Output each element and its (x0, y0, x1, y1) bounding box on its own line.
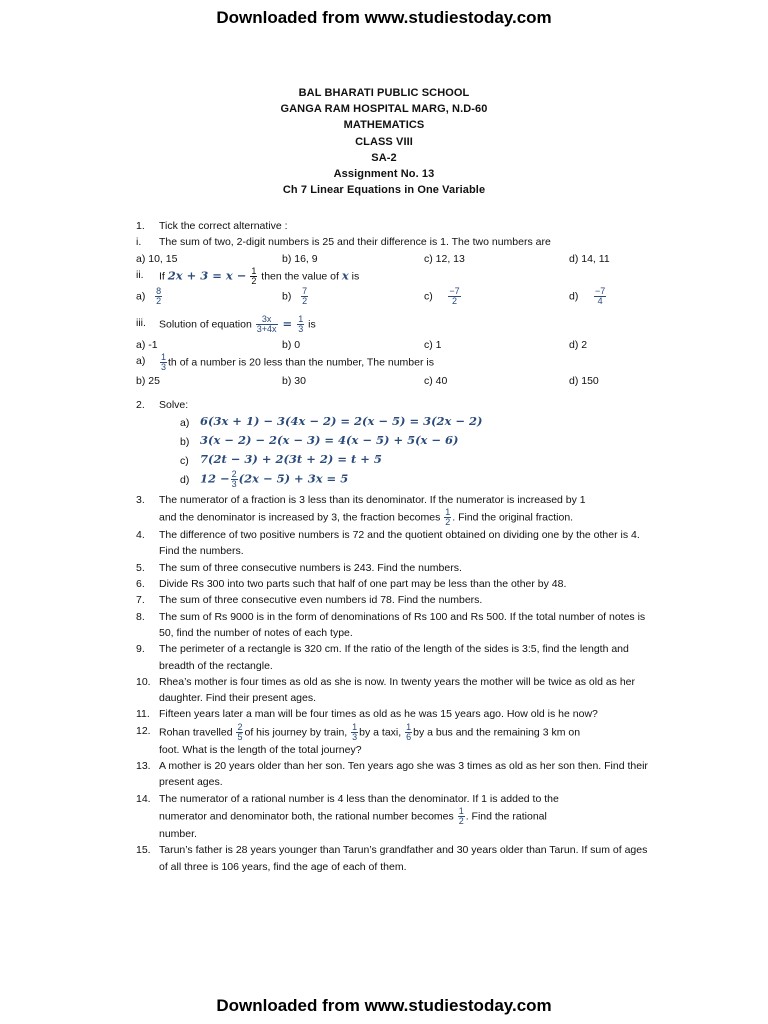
option-d: d) 14, 11 (569, 252, 610, 265)
question-1-iv: a) $\frac{1}{3}$ th of a number is 20 less than the number, The number is (136, 351, 434, 372)
question-8 (136, 609, 656, 642)
fraction: $\frac{1}{2}$ (458, 805, 464, 826)
term: SA-2 (371, 151, 397, 164)
sub-number: i. (136, 236, 142, 249)
class-name: CLASS VIII (355, 135, 413, 148)
question-14: 14. The numerator of a rational number is 4 less than the denominator. If 1 is added to the numerator and denominator both, the rational number becomes $\frac{1}{2}$ . Find the rational number. (136, 792, 559, 840)
assignment-number: Assignment No. 13 (333, 168, 435, 181)
option-b: b) 30 (282, 374, 306, 387)
document-header (0, 85, 768, 198)
download-banner-bottom: Downloaded from www.studiestoday.com (216, 996, 552, 1015)
solve-item-c: c) 7(2t − 3) + 2(3t + 2) = t + 5 (180, 451, 382, 467)
question-6 (136, 576, 656, 592)
sub-text: The sum of two, 2-digit numbers is 25 and their difference is 1. The two numbers are (159, 236, 551, 249)
equation: 6(3x + 1) − 3(4x − 2) = 2(x − 5) = 3(2x − 2) (200, 413, 483, 428)
question-number: 12. (136, 724, 151, 737)
option-d: d) 2 (569, 338, 588, 351)
question-12: 12. Rohan travelled $\frac{2}{5}$ of his journey by train, $\frac{1}{3}$ by a taxi, $\frac{1}{6}$ by a bus and the remaining 3 km on foot. What is the length of the total journey? (136, 721, 581, 756)
question-number: 3. (136, 493, 145, 506)
question-1-ii: ii. If 2x + 3 = x − $\frac{1}{2}$ then the value of x is (136, 265, 360, 286)
fraction: $\frac{1}{2}$ (445, 507, 451, 528)
question-text: The difference of two positive numbers is 72 and the quotient obtained on dividing one by the other is 4. Find the numbers. (159, 529, 640, 558)
question-number: 5. (136, 561, 145, 574)
question-7 (136, 592, 656, 608)
option-c: c) 1 (424, 338, 442, 351)
question-1 (136, 218, 656, 234)
options-1-ii (136, 287, 656, 315)
fraction: $\frac{1}{2}$ (251, 265, 257, 286)
option-a: a) 10, 15 (136, 252, 178, 265)
question-number: 2. (136, 398, 145, 411)
equation: 7(2t − 3) + 2(3t + 2) = t + 5 (200, 451, 382, 466)
options-1-iv (136, 373, 656, 389)
fraction: $\frac{2}{5}$ (237, 721, 243, 742)
question-9 (136, 641, 656, 674)
question-11 (136, 706, 656, 722)
option-c: c) 12, 13 (424, 252, 465, 265)
option-a: a) -1 (136, 338, 158, 351)
option-b: b) 16, 9 (282, 252, 318, 265)
question-3: 3. The numerator of a fraction is 3 less than its denominator. If the numerator is increased by 1 and the denominator is increased by 3, the fraction becomes $\frac{1}{2}$ . Find the original fraction. (136, 493, 586, 528)
question-number: 1. (136, 220, 145, 232)
question-number: 4. (136, 529, 145, 542)
option-d: d) 150 (569, 374, 599, 387)
school-name: BAL BHARATI PUBLIC SCHOOL (298, 87, 470, 99)
download-banner-top: Downloaded from www.studiestoday.com (216, 8, 552, 27)
fraction: $\frac{1}{3}$ (161, 351, 167, 372)
question-number: 10. (136, 675, 151, 688)
option-b: b) 0 (282, 338, 301, 351)
solve-item-a: a) 6(3x + 1) − 3(4x − 2) = 2(x − 5) = 3(2x − 2) (180, 413, 483, 429)
question-text: The perimeter of a rectangle is 320 cm. If the ratio of the length of the sides is 3:5, find the length and breadth of the rectangle. (159, 643, 629, 672)
question-text: The sum of three consecutive numbers is 243. Find the numbers. (159, 561, 462, 574)
sub-number: ii. (136, 268, 144, 281)
solve-item-d: d) 12 − $\frac{2}{3}$ (2x − 5) + 3x = 5 (180, 468, 349, 489)
option-a: a) $\frac{8}{2}$ (136, 285, 162, 306)
question-text: Fifteen years later a man will be four times as old as he was 15 years ago. How old is he now? (159, 708, 598, 721)
question-text: A mother is 20 years older than her son. Ten years ago she was 3 times as old as her son then. Find their present ages. (159, 760, 648, 789)
subject: MATHEMATICS (343, 119, 425, 132)
fraction: $\frac{1}{3}$ (352, 721, 358, 742)
option-c: c) 40 (424, 374, 448, 387)
option-d: d) $\frac{-7}{4}$ (569, 285, 606, 306)
question-number: 6. (136, 578, 145, 591)
question-text: Solve: (159, 398, 189, 411)
question-2 (136, 397, 656, 413)
question-10 (136, 674, 656, 707)
fraction: $\frac{1}{6}$ (406, 721, 412, 742)
fraction: $\frac{1}{3}$ (298, 313, 304, 334)
question-text: Tick the correct alternative : (159, 220, 288, 232)
question-list (136, 218, 656, 875)
question-number: 7. (136, 594, 145, 607)
option-a: b) 25 (136, 374, 160, 387)
variable: x (341, 267, 349, 282)
equation: 2x + 3 = x − (167, 267, 247, 282)
question-number: 8. (136, 610, 145, 623)
options-1-iii (136, 337, 656, 353)
option-b: b) $\frac{7}{2}$ (282, 285, 308, 306)
question-text: The sum of three consecutive even numbers id 78. Find the numbers. (159, 594, 483, 607)
question-1-iii: iii. Solution of equation $\frac{3x}{3+4x}$ = $\frac{1}{3}$ is (136, 313, 316, 334)
question-number: 14. (136, 792, 151, 805)
question-number: 9. (136, 643, 145, 656)
question-text: The sum of Rs 9000 is in the form of denominations of Rs 100 and Rs 500. If the total number of notes is 50, find the number of notes of each type. (159, 610, 646, 639)
question-15 (136, 842, 656, 875)
sub-number: iii. (136, 316, 146, 329)
question-1-i (136, 234, 656, 250)
question-number: 15. (136, 844, 151, 857)
question-number: 11. (136, 708, 150, 721)
equation: 12 − $\frac{2}{3}$ (2x − 5) + 3x = 5 (200, 468, 349, 489)
question-text: Divide Rs 300 into two parts such that half of one part may be less than the other by 48. (159, 578, 567, 591)
question-number: 13. (136, 760, 151, 773)
question-4 (136, 527, 656, 560)
fraction: $\frac{3x}{3+4x}$ (256, 313, 277, 334)
options-1-i (136, 251, 656, 267)
option-c: c) $\frac{-7}{2}$ (424, 285, 460, 306)
question-13 (136, 758, 656, 791)
question-5 (136, 560, 656, 576)
equation: 3(x − 2) − 2(x − 3) = 4(x − 5) + 5(x − 6) (200, 432, 459, 447)
chapter-title: Ch 7 Linear Equations in One Variable (282, 184, 486, 197)
solve-item-b: b) 3(x − 2) − 2(x − 3) = 4(x − 5) + 5(x − 6) (180, 432, 459, 448)
sub-number: a) (136, 354, 146, 367)
question-text: Rhea’s mother is four times as old as she is now. In twenty years the mother will be twice as old as her daughter. Find their present ages. (159, 675, 636, 705)
question-text: Tarun’s father is 28 years younger than Tarun’s grandfather and 30 years older than Tarun. If sum of ages of all three is 106 years, find the age of each of them. (159, 844, 648, 873)
school-address: GANGA RAM HOSPITAL MARG, N.D-60 (280, 103, 488, 116)
